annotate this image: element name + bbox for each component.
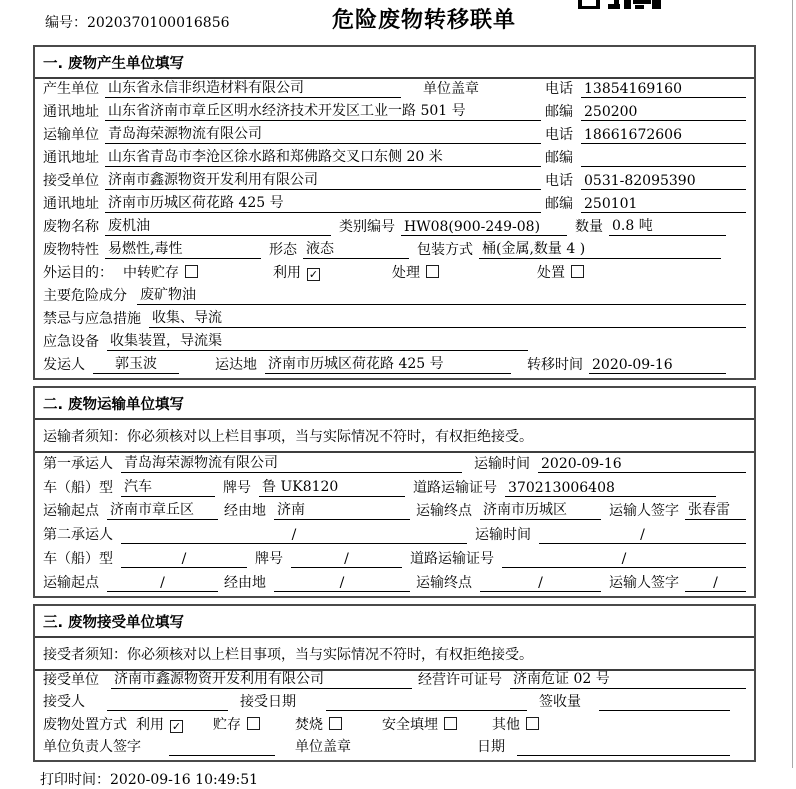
- print-time: [40, 769, 796, 789]
- row-emergency-measures: [35, 309, 754, 332]
- transport-phone-group: [545, 124, 746, 144]
- row-vehicle-2: [35, 548, 754, 572]
- row-shipper: [35, 355, 754, 378]
- option-utilize: [136, 714, 183, 734]
- destination-value: 济南市历城区荷花路 425 号: [265, 353, 511, 374]
- second-carrier-value: /: [121, 527, 467, 544]
- section-transporter: [33, 386, 756, 598]
- vehicle-type-label: 车（船）型: [43, 479, 113, 496]
- transport-zip-value: [581, 150, 746, 167]
- received-quantity-label: 签收量: [539, 694, 581, 711]
- row-accept-unit: [35, 671, 754, 693]
- section-producer-title: 一. 废物产生单位填写: [35, 47, 754, 79]
- document-header: [0, 0, 796, 45]
- quantity-label: 数量: [575, 219, 603, 235]
- option-transfer-storage: [123, 262, 198, 282]
- row-producer-address: [35, 102, 754, 125]
- option-other: [492, 714, 539, 734]
- checkbox-transfer-storage: [185, 265, 198, 278]
- transport-unit-value: 青岛海荣源物流有限公司: [105, 123, 541, 144]
- row-responsible-signature: [35, 738, 754, 760]
- route-end-label: 运输终点: [416, 503, 472, 520]
- section-transporter-title: 二. 废物运输单位填写: [35, 388, 754, 420]
- route-start-2-value: /: [107, 575, 218, 592]
- producer-unit-label: 产生单位: [43, 81, 99, 97]
- accept-date-label: 接受日期: [240, 694, 296, 711]
- row-route-2: [35, 572, 754, 596]
- transport-time-2-value: /: [539, 527, 746, 544]
- accept-unit-value: 济南市鑫源物资开发利用有限公司: [111, 668, 412, 689]
- phone-label: 电话: [545, 173, 573, 189]
- row-waste-property: [35, 240, 754, 263]
- route-via-value: 济南: [274, 499, 410, 520]
- serial-number: [45, 12, 230, 32]
- carrier-signature-label: 运输人签字: [609, 574, 679, 591]
- carrier-signature-label: 运输人签字: [609, 503, 679, 520]
- transport-time-value: 2020-09-16: [538, 456, 746, 473]
- route-end-label: 运输终点: [416, 574, 472, 591]
- emergency-measures-label: 禁忌与应急措施: [43, 311, 141, 327]
- route-start-label: 运输起点: [43, 503, 99, 520]
- checkbox-utilize-checked: ✓: [171, 719, 182, 733]
- print-time-label: 打印时间：: [40, 771, 110, 788]
- receiver-address-label: 通讯地址: [43, 196, 99, 212]
- producer-phone-value: 13854169160: [581, 81, 746, 98]
- page-title: 危险废物转移联单: [332, 7, 517, 33]
- section-receiver: [33, 604, 756, 762]
- transfer-time-label: 转移时间: [527, 357, 583, 373]
- option-label: 安全填埋: [382, 716, 438, 733]
- receiver-address-value: 济南市历城区荷花路 425 号: [105, 192, 541, 213]
- transport-address-label: 通讯地址: [43, 150, 99, 166]
- row-emergency-equipment: [35, 332, 754, 355]
- producer-zip-value: 250200: [581, 104, 746, 121]
- receiver-notice: 接受者须知：你必须核对以上栏目事项，当与实际情况不符时，有权拒绝接受。: [35, 638, 754, 671]
- checkbox-landfill: [444, 717, 457, 730]
- plate-label: 牌号: [223, 479, 251, 496]
- option-label: 中转贮存: [123, 265, 179, 281]
- producer-address-label: 通讯地址: [43, 104, 99, 120]
- receiver-phone-group: [545, 170, 746, 190]
- producer-address-value: 山东省济南市章丘区明水经济技术开发区工业一路 501 号: [105, 100, 541, 121]
- row-transport-unit: [35, 125, 754, 148]
- phone-label: 电话: [545, 127, 573, 143]
- carrier-signature-value: 张春雷: [685, 499, 746, 520]
- license-value: 济南危证 02 号: [510, 668, 746, 689]
- producer-unit-value: 山东省永信非织造材料有限公司: [105, 77, 401, 98]
- unit-stamp-label: 单位盖章: [423, 81, 479, 97]
- date-label: 日期: [477, 738, 505, 755]
- row-first-carrier: [35, 453, 754, 477]
- category-code-label: 类别编号: [339, 219, 395, 235]
- receiver-unit-value: 济南市鑫源物资开发利用有限公司: [105, 169, 541, 190]
- quantity-value: 0.8 吨: [609, 215, 726, 236]
- option-landfill: [382, 714, 457, 734]
- option-utilize: [273, 262, 320, 282]
- checkbox-storage: [247, 717, 260, 730]
- option-treat: [392, 262, 439, 282]
- plate-label: 牌号: [255, 550, 283, 567]
- acceptor-value: [107, 694, 228, 711]
- shipper-value: 郭玉波: [93, 353, 179, 374]
- producer-zip-group: [545, 101, 746, 121]
- checkbox-treat: [426, 265, 439, 278]
- receiver-zip-group: [545, 193, 746, 213]
- row-producer-unit: [35, 79, 754, 102]
- hazard-component-label: 主要危险成分: [43, 288, 127, 304]
- acceptor-label: 接受人: [43, 694, 85, 711]
- row-receiver-unit: [35, 171, 754, 194]
- checkbox-dispose: [571, 265, 584, 278]
- option-storage: [213, 714, 260, 734]
- receiver-zip-value: 250101: [581, 196, 746, 213]
- waste-property-label: 废物特性: [43, 242, 99, 258]
- section-producer: [33, 45, 756, 380]
- checkbox-other: [526, 717, 539, 730]
- vehicle-type-value: 汽车: [121, 476, 215, 497]
- row-second-carrier: [35, 524, 754, 548]
- option-label: 利用: [136, 716, 164, 733]
- accept-unit-label: 接受单位: [43, 672, 99, 689]
- second-carrier-label: 第二承运人: [43, 527, 113, 544]
- category-code-value: HW08(900-249-08): [401, 219, 567, 236]
- transport-time-label: 运输时间: [475, 527, 531, 544]
- row-vehicle-1: [35, 477, 754, 501]
- license-label: 经营许可证号: [418, 672, 502, 689]
- road-permit-2-value: /: [502, 551, 746, 568]
- hazard-component-value: 废矿物油: [137, 284, 746, 305]
- option-label: 贮存: [213, 716, 241, 733]
- emergency-measures-value: 收集、导流: [149, 307, 746, 328]
- packaging-label: 包装方式: [417, 242, 473, 258]
- emergency-equipment-label: 应急设备: [43, 334, 99, 350]
- vehicle-type-label: 车（船）型: [43, 550, 113, 567]
- responsible-signature-label: 单位负责人签字: [43, 738, 141, 755]
- route-end-value: 济南市历城区: [480, 499, 601, 520]
- page-edge-line: [792, 0, 793, 768]
- emergency-equipment-value: 收集装置，导流渠: [107, 330, 528, 351]
- zip-label: 邮编: [545, 150, 573, 166]
- option-label: 处置: [537, 265, 565, 281]
- first-carrier-value: 青岛海荣源物流有限公司: [121, 452, 462, 473]
- transport-zip-group: [545, 147, 746, 167]
- waste-name-label: 废物名称: [43, 219, 99, 235]
- option-label: 焚烧: [295, 716, 323, 733]
- row-outbound-purpose: [35, 263, 754, 286]
- checkbox-utilize-checked: ✓: [308, 268, 319, 281]
- form-value: 液态: [303, 238, 409, 259]
- vehicle-type-2-value: /: [121, 551, 247, 568]
- option-incinerate: [295, 714, 342, 734]
- shipper-label: 发运人: [43, 357, 85, 373]
- option-label: 利用: [273, 265, 301, 281]
- option-dispose: [537, 262, 584, 282]
- outbound-purpose-label: 外运目的：: [43, 265, 113, 281]
- road-permit-label: 道路运输证号: [410, 550, 494, 567]
- received-quantity-value: [599, 694, 730, 711]
- serial-label: 编号：: [45, 15, 87, 31]
- route-end-2-value: /: [480, 575, 601, 592]
- row-transport-address: [35, 148, 754, 171]
- section-receiver-title: 三. 废物接受单位填写: [35, 606, 754, 638]
- transporter-notice: 运输者须知：你必须核对以上栏目事项，当与实际情况不符时，有权拒绝接受。: [35, 420, 754, 453]
- row-receiver-address: [35, 194, 754, 217]
- transfer-time-value: 2020-09-16: [589, 357, 726, 374]
- phone-label: 电话: [545, 81, 573, 97]
- form-label: 形态: [269, 242, 297, 258]
- print-time-value: 2020-09-16 10:49:51: [110, 771, 259, 788]
- row-hazard-component: [35, 286, 754, 309]
- route-via-label: 经由地: [224, 503, 266, 520]
- row-route-1: [35, 501, 754, 525]
- waste-name-value: 废机油: [105, 215, 331, 236]
- disposal-method-label: 废物处置方式: [43, 716, 127, 733]
- receiver-phone-value: 0531-82095390: [581, 173, 746, 190]
- zip-label: 邮编: [545, 104, 573, 120]
- responsible-signature-value: [169, 739, 275, 756]
- plate-2-value: /: [291, 551, 402, 568]
- road-permit-label: 道路运输证号: [413, 479, 497, 496]
- packaging-value: 桶(金属,数量 4 ): [479, 238, 721, 259]
- carrier-signature-2-value: /: [685, 575, 746, 592]
- unit-stamp-label: 单位盖章: [295, 738, 351, 755]
- row-acceptor: [35, 693, 754, 715]
- producer-phone-group: [545, 78, 746, 98]
- first-carrier-label: 第一承运人: [43, 455, 113, 472]
- transport-address-value: 山东省青岛市李沧区徐水路和郑佛路交叉口东侧 20 米: [105, 146, 541, 167]
- serial-value: 2020370100016856: [87, 15, 230, 31]
- zip-label: 邮编: [545, 196, 573, 212]
- checkbox-incinerate: [329, 717, 342, 730]
- destination-label: 运达地: [215, 357, 257, 373]
- date-value: [517, 739, 730, 756]
- route-start-value: 济南市章丘区: [107, 499, 218, 520]
- option-label: 其他: [492, 716, 520, 733]
- accept-date-value: [326, 694, 527, 711]
- row-disposal-method: [35, 715, 754, 737]
- transport-time-label: 运输时间: [474, 455, 530, 472]
- transport-unit-label: 运输单位: [43, 127, 99, 143]
- option-label: 处理: [392, 265, 420, 281]
- road-permit-value: 370213006408: [505, 480, 716, 497]
- waste-property-value: 易燃性,毒性: [105, 238, 261, 259]
- route-start-label: 运输起点: [43, 574, 99, 591]
- route-via-2-value: /: [274, 575, 410, 592]
- transport-phone-value: 18661672606: [581, 127, 746, 144]
- qr-code-fragment: [578, 0, 662, 11]
- row-waste-name: [35, 217, 754, 240]
- receiver-unit-label: 接受单位: [43, 173, 99, 189]
- route-via-label: 经由地: [224, 574, 266, 591]
- plate-value: 鲁 UK8120: [259, 476, 405, 497]
